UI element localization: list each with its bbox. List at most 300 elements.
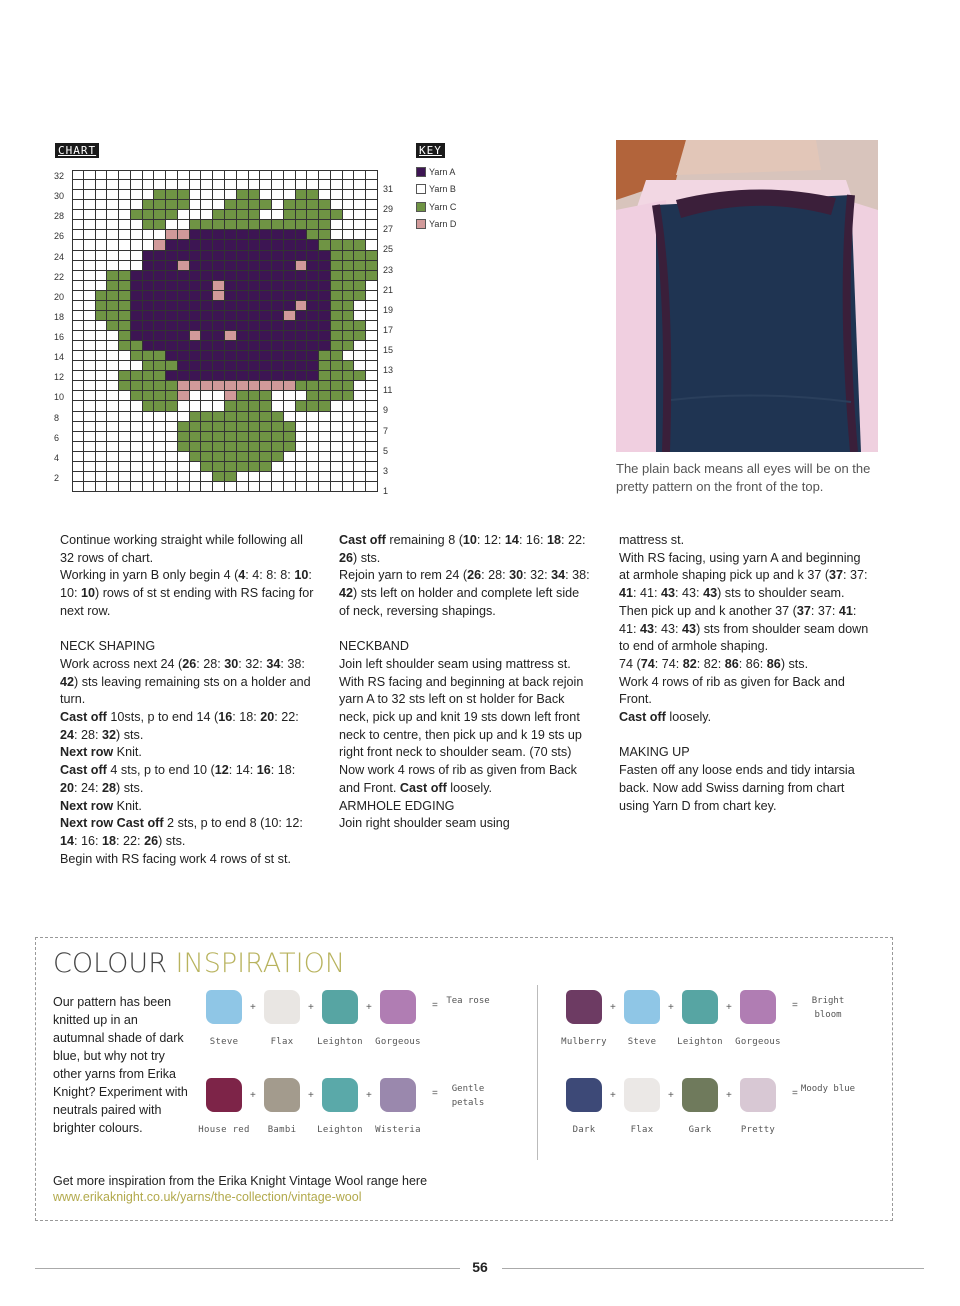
chart-cell <box>166 412 178 422</box>
chart-cell <box>319 472 331 482</box>
instructions-column-2 <box>339 532 591 833</box>
chart-cell <box>107 482 119 492</box>
chart-cell <box>166 230 178 240</box>
chart-cell <box>154 371 166 381</box>
key-item-yarn-c <box>416 198 456 216</box>
chart-cell <box>354 190 366 200</box>
chart-cell <box>307 472 319 482</box>
chart-cell <box>178 210 190 220</box>
yarn-swatch <box>740 1078 776 1112</box>
chart-cell <box>307 291 319 301</box>
chart-cell <box>343 351 355 361</box>
chart-cell <box>296 261 308 271</box>
chart-cell <box>319 482 331 492</box>
chart-cell <box>131 371 143 381</box>
chart-cell <box>166 401 178 411</box>
chart-cell <box>201 361 213 371</box>
chart-cell <box>249 210 261 220</box>
chart-cell <box>201 261 213 271</box>
chart-cell <box>249 321 261 331</box>
chart-cell <box>272 170 284 180</box>
chart-cell <box>213 200 225 210</box>
row-number-right: 13 <box>383 365 394 376</box>
chart-cell <box>119 210 131 220</box>
chart-cell <box>331 432 343 442</box>
chart-cell <box>213 462 225 472</box>
chart-cell <box>178 462 190 472</box>
chart-cell <box>84 361 96 371</box>
plus-sign: + <box>250 1090 256 1101</box>
chart-cell <box>307 321 319 331</box>
chart-cell <box>366 291 378 301</box>
chart-cell <box>319 170 331 180</box>
chart-cell <box>284 462 296 472</box>
chart-cell <box>249 190 261 200</box>
chart-cell <box>201 281 213 291</box>
chart-cell <box>84 452 96 462</box>
row-number-right: 27 <box>383 224 394 235</box>
chart-cell <box>249 220 261 230</box>
chart-cell <box>72 220 84 230</box>
chart-cell <box>272 371 284 381</box>
chart-cell <box>72 240 84 250</box>
chart-cell <box>260 200 272 210</box>
chart-cell <box>225 281 237 291</box>
chart-cell <box>84 442 96 452</box>
chart-cell <box>343 261 355 271</box>
chart-cell <box>225 200 237 210</box>
chart-cell <box>260 210 272 220</box>
chart-cell <box>131 281 143 291</box>
chart-cell <box>84 401 96 411</box>
chart-cell <box>284 200 296 210</box>
chart-cell <box>225 391 237 401</box>
chart-cell <box>249 432 261 442</box>
chart-cell <box>296 472 308 482</box>
chart-cell <box>107 351 119 361</box>
chart-cell <box>96 341 108 351</box>
chart-cell <box>272 422 284 432</box>
chart-cell <box>96 412 108 422</box>
chart-cell <box>366 381 378 391</box>
yarn-swatch <box>740 990 776 1024</box>
chart-cell <box>213 391 225 401</box>
chart-cell <box>131 462 143 472</box>
chart-cell <box>166 200 178 210</box>
chart-cell <box>260 240 272 250</box>
chart-cell <box>84 331 96 341</box>
chart-cell <box>190 472 202 482</box>
chart-cell <box>154 281 166 291</box>
chart-cell <box>178 180 190 190</box>
chart-cell <box>343 422 355 432</box>
chart-cell <box>119 200 131 210</box>
chart-cell <box>201 351 213 361</box>
chart-cell <box>213 321 225 331</box>
chart-cell <box>249 472 261 482</box>
chart-cell <box>72 190 84 200</box>
chart-cell <box>237 281 249 291</box>
chart-cell <box>307 412 319 422</box>
chart-cell <box>190 271 202 281</box>
chart-cell <box>237 472 249 482</box>
row-number-right: 15 <box>383 345 394 356</box>
page-number: 56 <box>472 1259 488 1275</box>
chart-cell <box>249 452 261 462</box>
chart-cell <box>249 462 261 472</box>
yarn-swatch-label: Gorgeous <box>735 1037 781 1047</box>
chart-cell <box>107 341 119 351</box>
chart-cell <box>307 401 319 411</box>
chart-cell <box>260 381 272 391</box>
chart-cell <box>366 170 378 180</box>
paragraph: Cast off remaining 8 (10: 12: 14: 16: 18: 22: 26) sts. <box>339 533 586 565</box>
chart-cell <box>331 462 343 472</box>
chart-cell <box>154 341 166 351</box>
chart-cell <box>319 281 331 291</box>
chart-cell <box>154 291 166 301</box>
inspiration-link[interactable]: www.erikaknight.co.uk/yarns/the-collection/vintage-wool <box>53 1190 362 1204</box>
chart-cell <box>119 452 131 462</box>
chart-cell <box>154 210 166 220</box>
chart-cell <box>154 170 166 180</box>
chart-cell <box>119 432 131 442</box>
chart-cell <box>331 220 343 230</box>
chart-cell <box>249 371 261 381</box>
chart-cell <box>249 361 261 371</box>
chart-cell <box>343 240 355 250</box>
chart-cell <box>154 240 166 250</box>
chart-cell <box>178 422 190 432</box>
chart-cell <box>296 281 308 291</box>
chart-cell <box>84 351 96 361</box>
chart-cell <box>190 482 202 492</box>
chart-cell <box>72 391 84 401</box>
chart-cell <box>343 381 355 391</box>
chart-cell <box>178 391 190 401</box>
chart-cell <box>154 321 166 331</box>
chart-cell <box>354 432 366 442</box>
chart-cell <box>296 170 308 180</box>
chart-cell <box>366 371 378 381</box>
yarn-swatch <box>566 1078 602 1112</box>
chart-cell <box>225 240 237 250</box>
chart-cell <box>225 422 237 432</box>
chart-cell <box>84 251 96 261</box>
chart-cell <box>84 210 96 220</box>
yarn-swatch-label: Flax <box>630 1125 654 1135</box>
chart-cell <box>225 220 237 230</box>
chart-cell <box>119 230 131 240</box>
chart-cell <box>260 462 272 472</box>
chart-cell <box>331 311 343 321</box>
chart-cell <box>237 432 249 442</box>
chart-cell <box>237 401 249 411</box>
chart-cell <box>260 412 272 422</box>
chart-cell <box>143 301 155 311</box>
chart-cell <box>354 361 366 371</box>
chart-cell <box>272 210 284 220</box>
chart-cell <box>96 452 108 462</box>
chart-cell <box>354 311 366 321</box>
chart-cell <box>72 170 84 180</box>
chart-cell <box>296 200 308 210</box>
chart-cell <box>166 291 178 301</box>
chart-cell <box>72 381 84 391</box>
chart-cell <box>201 170 213 180</box>
paragraph: mattress st. <box>619 533 685 547</box>
chart-cell <box>143 321 155 331</box>
chart-cell <box>307 361 319 371</box>
chart-cell <box>190 391 202 401</box>
chart-cell <box>178 452 190 462</box>
chart-cell <box>213 240 225 250</box>
chart-cell <box>119 381 131 391</box>
paragraph: Next row Knit. <box>60 745 142 760</box>
chart-cell <box>119 371 131 381</box>
key-item-label: Yarn A <box>429 166 456 177</box>
chart-cell <box>190 240 202 250</box>
yarn-swatch <box>682 990 718 1024</box>
paragraph: Join right shoulder seam using <box>339 816 510 831</box>
chart-cell <box>249 482 261 492</box>
chart-cell <box>319 351 331 361</box>
chart-cell <box>96 351 108 361</box>
chart-cell <box>225 361 237 371</box>
chart-cell <box>154 311 166 321</box>
chart-cell <box>354 422 366 432</box>
plus-sign: + <box>668 1002 674 1013</box>
chart-cell <box>237 261 249 271</box>
chart-cell <box>143 281 155 291</box>
chart-cell <box>213 331 225 341</box>
chart-cell <box>143 220 155 230</box>
footer-rule-left <box>35 1268 460 1269</box>
chart-cell <box>249 240 261 250</box>
chart-cell <box>96 261 108 271</box>
chart-cell <box>343 391 355 401</box>
chart-cell <box>284 210 296 220</box>
chart-cell <box>131 391 143 401</box>
paragraph: Next row Cast off 2 sts, p to end 8 (10: 12: 14: 16: 18: 22: 26) sts. <box>60 816 303 848</box>
chart-cell <box>178 351 190 361</box>
chart-cell <box>296 321 308 331</box>
chart-cell <box>366 210 378 220</box>
chart-cell <box>166 442 178 452</box>
chart-cell <box>107 170 119 180</box>
chart-cell <box>190 321 202 331</box>
chart-cell <box>249 351 261 361</box>
chart-cell <box>272 301 284 311</box>
chart-cell <box>272 331 284 341</box>
chart-cell <box>178 432 190 442</box>
chart-cell <box>190 422 202 432</box>
chart-cell <box>213 351 225 361</box>
chart-cell <box>166 351 178 361</box>
paragraph: Work 4 rows of rib as given for Back and Front. <box>619 674 845 707</box>
yarn-swatch <box>380 1078 416 1112</box>
chart-cell <box>107 281 119 291</box>
chart-cell <box>307 180 319 190</box>
chart-cell <box>107 412 119 422</box>
chart-cell <box>249 412 261 422</box>
chart-cell <box>343 462 355 472</box>
chart-cell <box>366 200 378 210</box>
chart-cell <box>84 190 96 200</box>
footer-rule-right <box>502 1268 924 1269</box>
chart-cell <box>225 442 237 452</box>
chart-cell <box>143 230 155 240</box>
chart-cell <box>296 371 308 381</box>
chart-cell <box>249 381 261 391</box>
chart-cell <box>166 170 178 180</box>
chart-cell <box>237 170 249 180</box>
chart-cell <box>366 271 378 281</box>
chart-cell <box>190 412 202 422</box>
combination-result-name: Gentle petals <box>451 1084 485 1108</box>
chart-cell <box>307 351 319 361</box>
instructions-column-1 <box>60 532 315 868</box>
chart-cell <box>178 311 190 321</box>
chart-cell <box>319 261 331 271</box>
paragraph: Cast off 4 sts, p to end 10 (12: 14: 16: 18: 20: 24: 28) sts. <box>60 763 296 795</box>
chart-cell <box>178 281 190 291</box>
chart-cell <box>366 251 378 261</box>
chart-cell <box>366 412 378 422</box>
chart-key <box>416 163 456 233</box>
chart-cell <box>284 482 296 492</box>
chart-cell <box>319 331 331 341</box>
chart-cell <box>296 391 308 401</box>
chart-cell <box>225 210 237 220</box>
chart-cell <box>154 190 166 200</box>
chart-cell <box>107 301 119 311</box>
chart-cell <box>119 240 131 250</box>
chart-cell <box>307 331 319 341</box>
chart-cell <box>307 271 319 281</box>
chart-cell <box>178 381 190 391</box>
chart-cell <box>284 452 296 462</box>
chart-cell <box>107 331 119 341</box>
chart-cell <box>178 472 190 482</box>
chart-cell <box>72 180 84 190</box>
chart-cell <box>178 190 190 200</box>
chart-cell <box>190 341 202 351</box>
chart-cell <box>154 401 166 411</box>
yarn-swatch <box>206 1078 242 1112</box>
chart-cell <box>260 351 272 361</box>
chart-cell <box>213 311 225 321</box>
chart-cell <box>107 361 119 371</box>
section-heading: MAKING UP <box>619 745 690 760</box>
yarn-swatch-label: Steve <box>627 1037 657 1047</box>
chart-cell <box>237 351 249 361</box>
chart-cell <box>272 200 284 210</box>
chart-cell <box>260 261 272 271</box>
chart-cell <box>190 371 202 381</box>
chart-cell <box>343 432 355 442</box>
chart-cell <box>284 381 296 391</box>
chart-cell <box>96 251 108 261</box>
chart-cell <box>84 291 96 301</box>
chart-cell <box>237 341 249 351</box>
plus-sign: + <box>668 1090 674 1101</box>
plus-sign: + <box>308 1090 314 1101</box>
chart-cell <box>225 482 237 492</box>
chart-cell <box>354 482 366 492</box>
chart-cell <box>84 462 96 472</box>
chart-cell <box>143 442 155 452</box>
chart-cell <box>354 341 366 351</box>
chart-cell <box>249 230 261 240</box>
chart-cell <box>307 200 319 210</box>
chart-cell <box>307 311 319 321</box>
chart-cell <box>284 240 296 250</box>
chart-cell <box>190 361 202 371</box>
chart-cell <box>201 412 213 422</box>
chart-cell <box>237 452 249 462</box>
chart-cell <box>154 271 166 281</box>
chart-cell <box>343 452 355 462</box>
chart-cell <box>319 401 331 411</box>
equals-sign: = <box>792 1000 798 1011</box>
chart-cell <box>296 351 308 361</box>
chart-cell <box>190 462 202 472</box>
chart-cell <box>307 281 319 291</box>
chart-title: CHART <box>55 143 99 158</box>
chart-cell <box>84 261 96 271</box>
chart-cell <box>272 261 284 271</box>
chart-cell <box>366 180 378 190</box>
key-item-yarn-a <box>416 163 456 181</box>
chart-cell <box>319 361 331 371</box>
chart-cell <box>319 381 331 391</box>
chart-cell <box>84 281 96 291</box>
chart-cell <box>96 432 108 442</box>
chart-cell <box>354 301 366 311</box>
chart-cell <box>96 371 108 381</box>
chart-cell <box>366 351 378 361</box>
row-number-left: 8 <box>54 412 60 423</box>
chart-cell <box>366 472 378 482</box>
chart-cell <box>272 251 284 261</box>
inspiration-description: Our pattern has been knitted up in an autumnal shade of dark blue, but why not try other yarns from Erika Knight? Experiment with neutrals paired with brighter colours. <box>53 995 188 1135</box>
yarn-swatch <box>624 1078 660 1112</box>
chart-cell <box>131 321 143 331</box>
chart-cell <box>84 220 96 230</box>
key-title: KEY <box>416 143 445 158</box>
yarn-swatch <box>380 990 416 1024</box>
chart-cell <box>96 180 108 190</box>
chart-cell <box>213 190 225 200</box>
chart-cell <box>354 170 366 180</box>
chart-cell <box>366 391 378 401</box>
paragraph: Continue working straight while following all 32 rows of chart. <box>60 533 303 565</box>
chart-cell <box>72 422 84 432</box>
chart-cell <box>213 422 225 432</box>
chart-cell <box>190 190 202 200</box>
chart-cell <box>237 361 249 371</box>
chart-cell <box>272 432 284 442</box>
chart-cell <box>119 251 131 261</box>
chart-cell <box>284 432 296 442</box>
chart-cell <box>154 472 166 482</box>
chart-cell <box>178 200 190 210</box>
chart-cell <box>72 210 84 220</box>
yarn-swatch-label: House red <box>198 1125 250 1135</box>
chart-cell <box>119 351 131 361</box>
plus-sign: + <box>726 1090 732 1101</box>
